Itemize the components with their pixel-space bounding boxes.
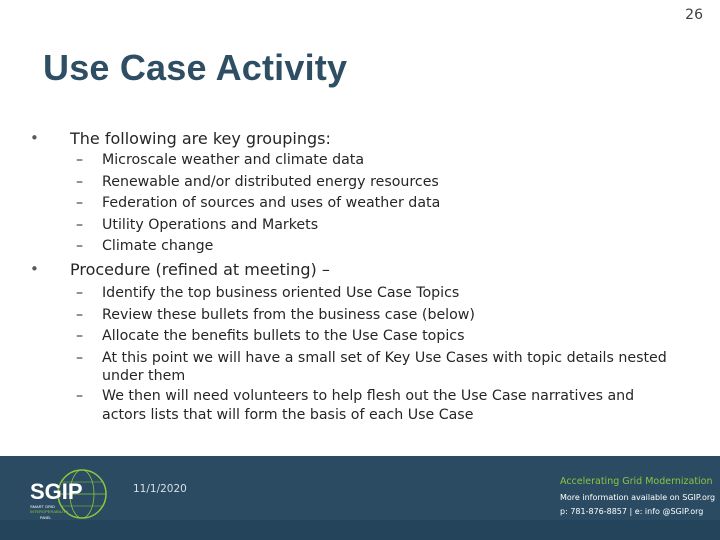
sub-item-text: Federation of sources and uses of weather data [102, 195, 441, 211]
bullet-text: The following are key groupings: [70, 129, 331, 148]
sub-item-text: Microscale weather and climate data [102, 152, 365, 168]
bullet-marker: • [30, 260, 39, 278]
bullet-marker: • [30, 129, 39, 147]
logo-subtext: PANEL [40, 516, 52, 520]
bullet-text: Procedure (refined at meeting) – [70, 260, 330, 279]
slide-title: Use Case Activity [43, 47, 348, 88]
footer-more-info: More information available on SGIP.org [560, 493, 716, 502]
sub-item-text: At this point we will have a small set of Key Use Cases with topic details nested under them [102, 349, 667, 384]
sub-item-text: Identify the top business oriented Use Case Topics [102, 285, 460, 301]
logo-subtext: SMART GRID [30, 504, 55, 509]
dash-marker: – [76, 328, 84, 344]
dash-marker: – [76, 152, 84, 168]
slide-date: 11/1/2020 [133, 483, 187, 495]
logo-wordmark: SGIP [30, 479, 83, 504]
dash-marker: – [76, 285, 84, 301]
sub-item-text: Climate change [102, 238, 214, 254]
sub-item-text: We then will need volunteers to help flesh out the Use Case narratives and actors lists that will form the basis of each Use Case [102, 388, 635, 423]
sub-item-text: Allocate the benefits bullets to the Use Case topics [102, 328, 465, 344]
dash-marker: – [76, 238, 84, 254]
page-number: 26 [685, 7, 703, 23]
sgip-logo [28, 466, 112, 522]
sub-item-text: Review these bullets from the business case (below) [102, 306, 475, 323]
footer-stripe [0, 520, 720, 540]
dash-marker: – [76, 306, 84, 323]
dash-marker: – [76, 173, 84, 190]
dash-marker: – [76, 195, 84, 211]
dash-marker: – [76, 349, 84, 366]
footer-contact: p: 781-876-8857 | e: info @SGIP.org [560, 507, 704, 516]
footer-tagline: Accelerating Grid Modernization [560, 476, 713, 487]
dash-marker: – [76, 388, 84, 404]
dash-marker: – [76, 216, 84, 233]
sub-item-text: Renewable and/or distributed energy resources [102, 173, 439, 190]
sub-item-text: Utility Operations and Markets [102, 216, 319, 233]
logo-subtext: INTEROPERABILITY [30, 509, 69, 514]
